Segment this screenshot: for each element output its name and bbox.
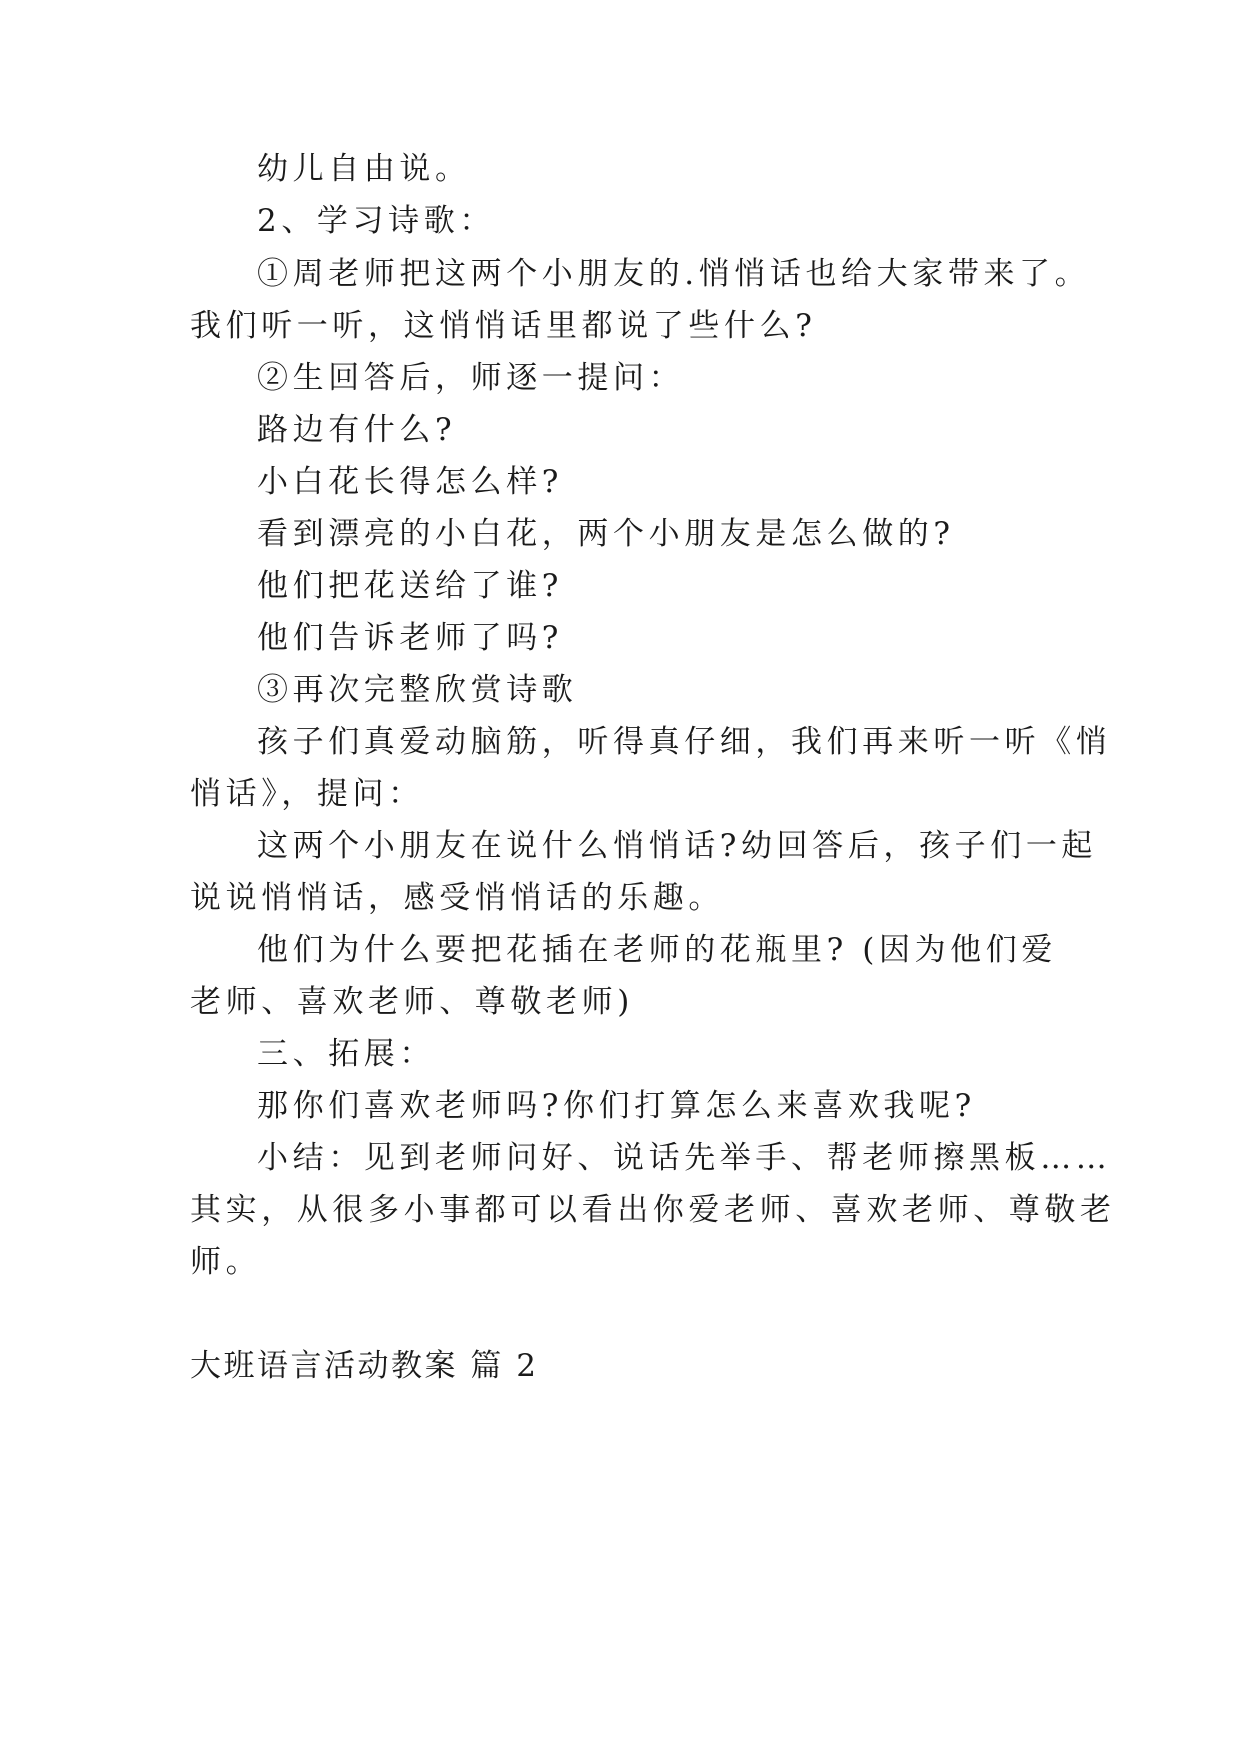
paragraph-line: ①周老师把这两个小朋友的.悄悄话也给大家带来了。 [257,256,1091,292]
section-heading: 大班语言活动教案 篇 2 [190,1348,539,1384]
paragraph-line: 他们为什么要把花插在老师的花瓶里? (因为他们爱 [257,932,1057,968]
paragraph-line: 老师、喜欢老师、尊敬老师) [190,984,634,1020]
paragraph-line: ②生回答后，师逐一提问： [257,360,685,396]
paragraph-line: 小结：见到老师问好、说话先举手、帮老师擦黑板…… [257,1140,1112,1176]
paragraph-line: 这两个小朋友在说什么悄悄话?幼回答后，孩子们一起 [257,828,1098,864]
paragraph-line: 悄话》，提问： [190,776,424,812]
paragraph-line: 那你们喜欢老师吗?你们打算怎么来喜欢我呢? [257,1088,976,1124]
paragraph-line: 说说悄悄话，感受悄悄话的乐趣。 [190,880,724,916]
paragraph-line: 小白花长得怎么样? [257,464,564,500]
paragraph-line: 幼儿自由说。 [257,151,471,187]
paragraph-line: 我们听一听，这悄悄话里都说了些什么? [190,308,817,344]
paragraph-line: 师。 [190,1244,262,1280]
paragraph-line: 看到漂亮的小白花，两个小朋友是怎么做的? [257,516,955,552]
paragraph-line: 路边有什么? [257,412,457,448]
paragraph-line: 孩子们真爱动脑筋，听得真仔细，我们再来听一听《悄 [257,724,1112,760]
paragraph-line: 他们把花送给了谁? [257,568,564,604]
paragraph-line: 三、拓展： [257,1036,435,1072]
paragraph-line: ③再次完整欣赏诗歌 [257,672,578,708]
paragraph-line: 其实，从很多小事都可以看出你爱老师、喜欢老师、尊敬老 [190,1192,1116,1228]
paragraph-line: 他们告诉老师了吗? [257,620,564,656]
paragraph-line: 2、学习诗歌： [257,203,495,239]
